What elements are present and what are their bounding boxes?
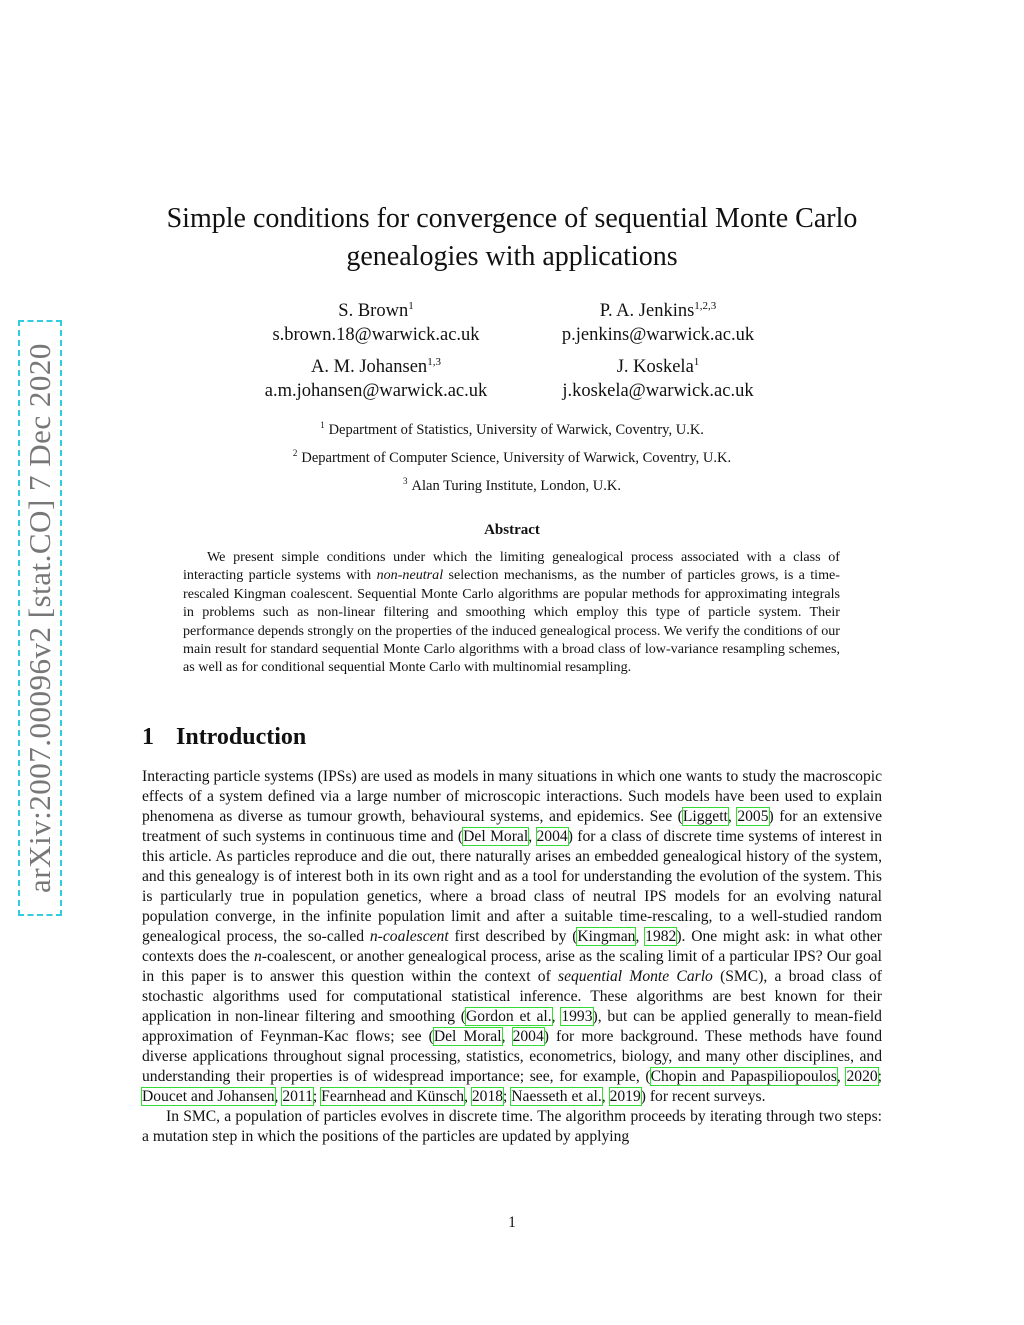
arxiv-stamp-text: arXiv:2007.00096v2 [stat.CO] 7 Dec 2020 bbox=[22, 343, 57, 893]
body-emphasis: sequential Monte Carlo bbox=[558, 968, 713, 985]
body-text: (SMC), a broad class of stochastic algorithms used for computational statistical inference. These algorithms are best known for their application in non-linear filtering and smoothing ( bbox=[142, 968, 882, 1025]
body-text: ) for an extensive treatment of such systems in continuous time and ( bbox=[142, 808, 883, 845]
citation-year-link[interactable]: 2005 bbox=[737, 808, 769, 825]
author-name: A. M. Johansen bbox=[311, 357, 428, 378]
body-text: -coalescent, or another genealogical process, arise as the scaling limit of a particular IPS? Our goal in this paper is to answer this question within the context of bbox=[142, 948, 882, 985]
citation-year-link[interactable]: 2018 bbox=[471, 1088, 504, 1105]
body-text: ), but can be applied generally to mean-field approximation of Feynman-Kac flows; see ( bbox=[142, 1008, 882, 1045]
author-email[interactable]: s.brown.18@warwick.ac.uk bbox=[272, 325, 480, 346]
author-block bbox=[240, 294, 512, 347]
citation-year-link[interactable]: 2020 bbox=[846, 1068, 878, 1085]
abstract-body bbox=[183, 548, 840, 677]
abstract-heading: Abstract bbox=[484, 522, 540, 538]
author-name: P. A. Jenkins bbox=[599, 301, 695, 322]
abstract-emphasis: non-neutral bbox=[376, 567, 444, 584]
affiliation-item bbox=[140, 470, 884, 498]
paper-title: Simple conditions for convergence of sequential Monte Carlo genealogies with applications bbox=[166, 203, 858, 272]
abstract-text: selection mechanisms, as the number of particles grows, is a time-rescaled Kingman coalescent. Sequential Monte Carlo algorithms are popular methods for approximating integrals in problems such as non-linear filtering and smoothing which employ this type of particle system. Their performance depends strongly on the properties of the induced genealogical process. We verify the conditions of our main result for standard sequential Monte Carlo algorithms with a broad class of low-variance resampling schemes, as well as for conditional sequential Monte Carlo with multinomial resampling. bbox=[183, 567, 841, 676]
arxiv-stamp[interactable] bbox=[18, 320, 62, 916]
affiliation-sup: 1 bbox=[320, 420, 325, 430]
citation-year-link[interactable]: 2019 bbox=[609, 1088, 641, 1105]
citation-link[interactable]: Del Moral bbox=[463, 828, 529, 845]
author-email[interactable]: j.koskela@warwick.ac.uk bbox=[562, 381, 754, 402]
author-email[interactable]: p.jenkins@warwick.ac.uk bbox=[561, 325, 755, 346]
affiliation-text: Department of Computer Science, University of Warwick, Coventry, U.K. bbox=[301, 449, 732, 466]
body-text: ). One might ask: in what other contexts does the bbox=[142, 928, 883, 965]
author-affil-sup: 1,2,3 bbox=[694, 300, 717, 312]
affiliations bbox=[140, 414, 884, 497]
citation-link[interactable]: Chopin and Papaspiliopoulos bbox=[650, 1068, 837, 1085]
intro-body bbox=[142, 767, 882, 1147]
paragraph: In SMC, a population of particles evolves in discrete time. The algorithm proceeds by iterating through two steps: a mutation step in which the positions of the particles are updated by applying bbox=[142, 1108, 882, 1145]
citation-link[interactable]: Liggett bbox=[682, 808, 728, 825]
affiliation-text: Department of Statistics, University of Warwick, Coventry, U.K. bbox=[328, 421, 704, 438]
body-text: ) for more background. These methods have found diverse applications throughout signal processing, statistics, econometrics, biology, and many other disciplines, and understanding their properties is of widespread importance; see, for example, ( bbox=[142, 1028, 882, 1085]
affiliation-item bbox=[140, 442, 884, 470]
section-heading bbox=[142, 724, 306, 751]
abstract-text: We present simple conditions under which the limiting genealogical process associated with a class of interacting particle systems with bbox=[183, 549, 840, 584]
body-emphasis: n-coalescent bbox=[369, 928, 449, 945]
affiliation-sup: 2 bbox=[292, 447, 298, 458]
section-number: 1 bbox=[142, 724, 154, 750]
citation-link[interactable]: Doucet and Johansen bbox=[142, 1088, 275, 1105]
author-affil-sup: 1 bbox=[693, 356, 700, 368]
affiliation-text: Alan Turing Institute, London, U.K. bbox=[411, 477, 621, 494]
citation-link[interactable]: Kingman bbox=[577, 928, 636, 945]
citation-year-link[interactable]: 1982 bbox=[645, 928, 677, 945]
body-text: Interacting particle systems (IPSs) are used as models in many situations in which one wants to study the macroscopic effects of a system defined via a large number of microscopic interactions. Such models have been used to explain phenomena as diverse as tumour growth, behavioural systems, and epidemics. See ( bbox=[142, 768, 882, 825]
author-name: J. Koskela bbox=[616, 357, 694, 378]
affiliation-item bbox=[140, 414, 884, 442]
body-text: ) for a class of discrete time systems of interest in this article. As particles reproduce and die out, there naturally arises an embedded genealogical history of the system, and this genealogy is of interest both in its own right and as a tool for understanding the evolution of the system. This is particularly true in population genetics, where a broad class of neutral IPS models for an evolving natural population converge, in the infinite population limit and after a suitable time-rescaling, to a well-studied random genealogical process, the so-called bbox=[142, 828, 883, 945]
author-name: S. Brown bbox=[338, 301, 409, 322]
body-emphasis: n bbox=[253, 948, 262, 965]
citation-year-link[interactable]: 2011 bbox=[282, 1088, 313, 1105]
body-text: ; bbox=[877, 1068, 883, 1085]
section-title: Introduction bbox=[176, 724, 307, 750]
paragraph: Interacting particle systems (IPSs) are used as models in many situations in which one wants to study the macroscopic effects of a system defined via a large number of microscopic interactions. Such models have been used to explain phenomena as diverse as tumour growth, behavioural systems, and epidemics. See (Liggett, 2005) for an extensive treatment of such systems in continuous time and (Del Moral, 2004) for a class of discrete time systems of interest in this article. As particles reproduce and die out, there naturally arises an embedded genealogical history of the system, and this genealogy is of interest both in its own right and as a tool for understanding the evolution of the system. This is particularly true in population genetics, where a broad class of neutral IPS models for an evolving natural population converge, in the infinite population limit and after a suitable time-rescaling, to a well-studied random genealogical process, the so-called n-coalescent first described by (Kingman, 1982). One might ask: in what other contexts does the n-coalescent, or another genealogical process, arise as the scaling limit of a particular IPS? Our goal in this paper is to answer this question within the context of sequential Monte Carlo (SMC), a broad class of stochastic algorithms used for computational statistical inference. These algorithms are best known for their application in non-linear filtering and smoothing (Gordon et al., 1993), but can be applied generally to mean-field approximation of Feynman-Kac flows; see (Del Moral, 2004) for more background. These methods have found diverse applications throughout signal processing, statistics, econometrics, biology, and many other disciplines, and understanding their properties is of widespread importance; see, for example, (Chopin and Papaspiliopoulos, 2020; Doucet and Johansen, 2011; Fearnhead and Künsch, 2018; Naesseth et al., 2019) for recent surveys. bbox=[142, 768, 883, 1105]
author-block bbox=[520, 294, 796, 347]
body-text: ; bbox=[312, 1088, 322, 1105]
author-block bbox=[240, 350, 512, 403]
affiliation-sup: 3 bbox=[403, 475, 408, 486]
author-affil-sup: 1,3 bbox=[427, 356, 441, 368]
author-affil-sup: 1 bbox=[408, 300, 414, 312]
author-email[interactable]: a.m.johansen@warwick.ac.uk bbox=[264, 381, 488, 402]
body-text: ; bbox=[503, 1088, 512, 1105]
citation-link[interactable]: Gordon et al. bbox=[466, 1008, 552, 1025]
citation-link[interactable]: Del Moral bbox=[433, 1028, 502, 1045]
body-text: ) for recent surveys. bbox=[640, 1088, 766, 1105]
citation-link[interactable]: Fearnhead and Künsch bbox=[321, 1088, 465, 1105]
page-number: 1 bbox=[508, 1214, 516, 1231]
citation-year-link[interactable]: 1993 bbox=[561, 1008, 593, 1025]
body-text: first described by ( bbox=[448, 928, 578, 945]
author-block bbox=[520, 350, 796, 403]
citation-year-link[interactable]: 2004 bbox=[512, 1028, 544, 1045]
citation-link[interactable]: Naesseth et al. bbox=[511, 1088, 602, 1105]
citation-year-link[interactable]: 2004 bbox=[536, 828, 568, 845]
